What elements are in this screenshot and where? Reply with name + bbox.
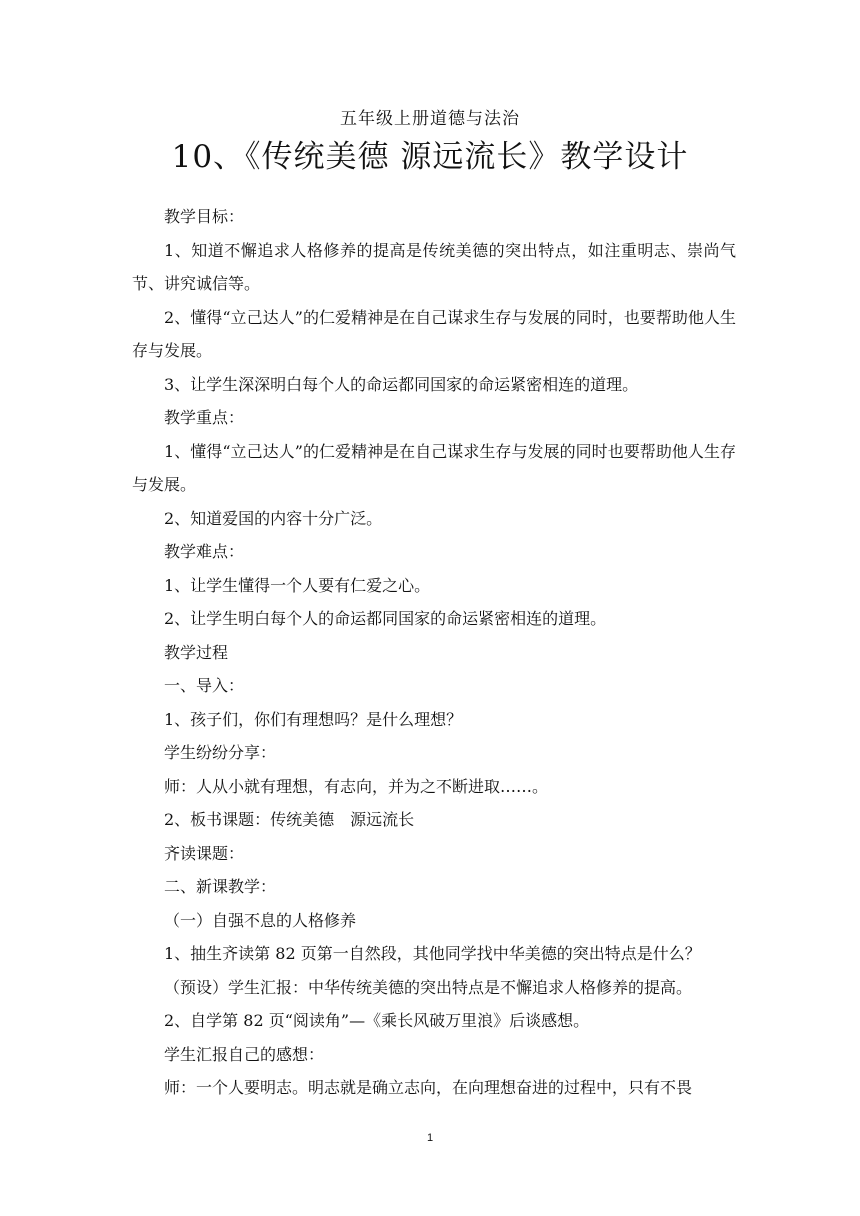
- paragraph: 师：人从小就有理想，有志向，并为之不断进取……。: [164, 776, 549, 796]
- paragraph: 2、知道爱国的内容十分广泛。: [164, 508, 383, 528]
- document-body: [132, 200, 736, 1105]
- paragraph: 2、自学第 82 页“阅读角”—《乘长风破万里浪》后谈感想。: [164, 1011, 590, 1030]
- paragraph: 2、让学生明白每个人的命运都同国家的命运紧密相连的道理。: [164, 609, 607, 628]
- paragraph: 二、新课教学：: [164, 877, 277, 896]
- paragraph: 1、知道不懈追求人格修养的提高是传统美德的突出特点，如注重明志、崇尚气节、讲究诚信等。: [132, 240, 736, 293]
- paragraph: 1、抽生齐读第 82 页第一自然段，其他同学找中华美德的突出特点是什么？: [164, 944, 701, 963]
- paragraph: （一）自强不息的人格修养: [164, 910, 357, 930]
- paragraph: 1、懂得“立己达人”的仁爱精神是在自己谋求生存与发展的同时也要帮助他人生存与发展。: [132, 441, 736, 494]
- document-title: 10、《传统美德 源远流长》教学设计: [171, 139, 689, 175]
- page-number: 1: [426, 1132, 434, 1144]
- paragraph: （预设）学生汇报：中华传统美德的突出特点是不懈追求人格修养的提高。: [164, 977, 693, 997]
- paragraph: 齐读课题：: [164, 843, 245, 863]
- paragraph: 一、导入：: [164, 676, 245, 695]
- paragraph: 教学重点：: [164, 408, 245, 427]
- paragraph: 3、让学生深深明白每个人的命运都同国家的命运紧密相连的道理。: [164, 374, 639, 394]
- document-subtitle: 五年级上册道德与法治: [340, 109, 520, 129]
- paragraph: 1、让学生懂得一个人要有仁爱之心。: [164, 575, 431, 595]
- paragraph: 教学过程: [164, 642, 229, 662]
- paragraph: 学生汇报自己的感想：: [164, 1044, 325, 1064]
- paragraph: 学生纷纷分享：: [164, 743, 277, 762]
- paragraph: 师：一个人要明志。明志就是确立志向，在向理想奋进的过程中，只有不畏: [164, 1078, 693, 1097]
- paragraph: 教学难点：: [164, 542, 245, 561]
- paragraph: 1、孩子们，你们有理想吗？是什么理想？: [164, 709, 463, 729]
- paragraph: 2、懂得“立己达人”的仁爱精神是在自己谋求生存与发展的同时，也要帮助他人生存与发展。: [132, 307, 736, 360]
- paragraph: 2、板书课题：传统美德 源远流长: [164, 810, 415, 829]
- paragraph: 教学目标：: [164, 207, 245, 226]
